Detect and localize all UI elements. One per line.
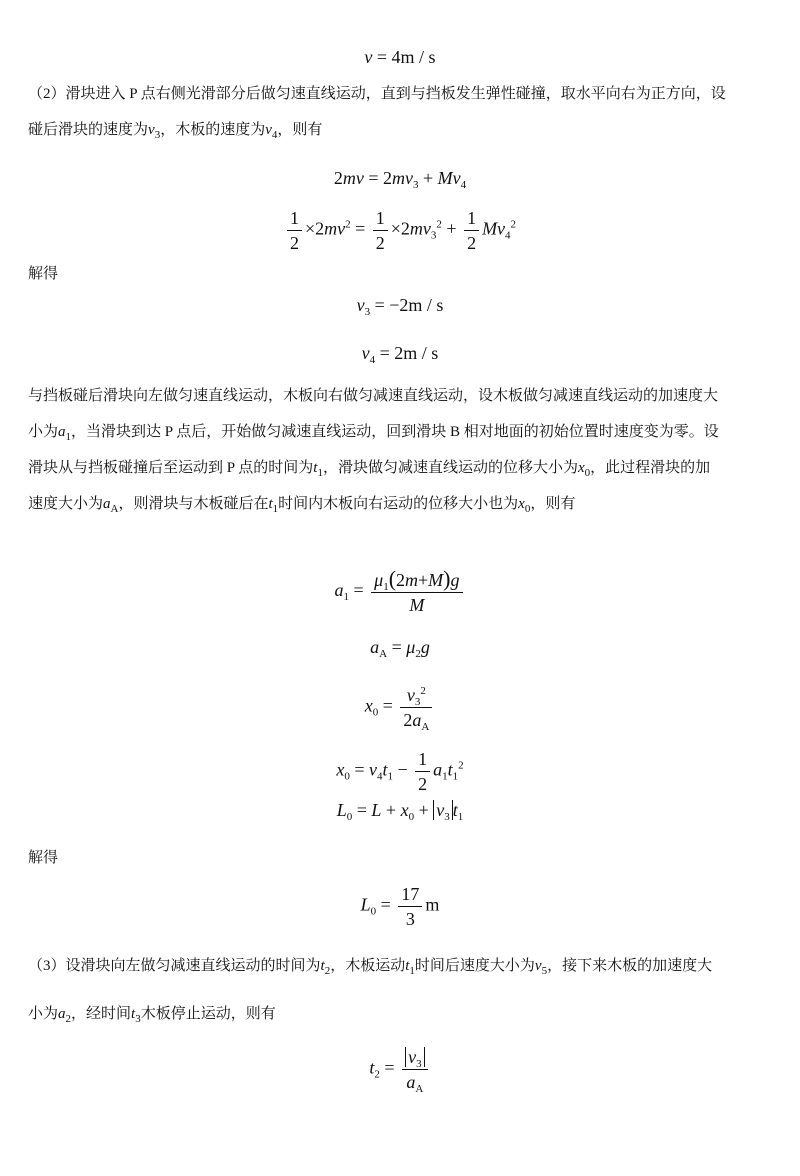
paragraph-part2 <box>28 76 773 148</box>
paragraph-part3 <box>28 948 773 1032</box>
solve-label-2: 解得 <box>28 850 59 866</box>
after-collision-line3: 滑块从与挡板碰撞后至运动到 P 点的时间为$t_1$，滑块做匀减速直线运动的位移大小为$x_0$，此过程滑块的加 <box>28 460 711 479</box>
after-collision-line4: 速度大小为$a_A$，则滑块与木板碰后在$t_1$时间内木板向右运动的位移大小也为$x_0$，则有 <box>28 496 576 515</box>
paragraph-after-collision <box>28 378 773 522</box>
after-collision-line2: 小为$a_1$，当滑块到达 P 点后，开始做匀减速直线运动，回到滑块 B 相对地面的初始位置时速度变为零。设 <box>28 424 719 443</box>
equation-a1: $a_1$ = $\frac{\mu_1(2m+M)g}{M}$ <box>0 568 800 616</box>
part3-line1: （3）设滑块向左做匀减速直线运动的时间为$t_2$，木板运动$t_1$时间后速度大小为$v_5$，接下来木板的加速度大 <box>28 958 713 977</box>
after-collision-line1: 与挡板碰后滑块向左做匀速直线运动，木板向右做匀减速直线运动，设木板做匀减速直线运动的加速度大 <box>28 388 719 404</box>
equation-x0-b: $x_0 = v_4t_1$ − $\frac{1}{2}$ $a_1t_1^2$ <box>336 749 464 794</box>
equation-v4: $v_4 = 2m / s$ <box>361 343 439 366</box>
equation-L0: $L_0 = L + x_0 + v_3$ $t_1$ <box>336 800 464 823</box>
part2-line2: 碰后滑块的速度为$v_3$，木板的速度为$v_4$，则有 <box>28 122 323 141</box>
solve-label-1: 解得 <box>28 266 59 282</box>
equation-x0-a: $x_0$ = $\frac{v_3^2}{2a_A}$ <box>0 684 800 731</box>
equation-v: v = 4m / s <box>364 47 436 67</box>
equation-aA: $a_A = \mu_2g$ <box>370 637 430 660</box>
equation-L0-result: $L_0$ = $\frac{17}{3}$ m <box>360 884 440 929</box>
equation-t2: $t_2$ = $\frac{v_3}{a_A}$ <box>0 1046 800 1093</box>
part3-line2: 小为$a_2$，经时间$t_3$木板停止运动，则有 <box>28 1006 276 1025</box>
part2-line1: （2）滑块进入 P 点右侧光滑部分后做匀速直线运动，直到与挡板发生弹性碰撞，取水平向右为正方向，设 <box>28 86 726 102</box>
equation-energy: $\frac{1}{2}$ $\times 2mv^2$ = $\frac{1}{2}$ $\times 2mv_3^2$ + $\frac{1}{2}$ $Mv_4^2$ <box>0 207 800 254</box>
equation-v3: $v_3 = -2m / s$ <box>356 295 444 318</box>
equation-momentum: $2mv = 2mv_3 + Mv_4$ <box>333 168 467 191</box>
